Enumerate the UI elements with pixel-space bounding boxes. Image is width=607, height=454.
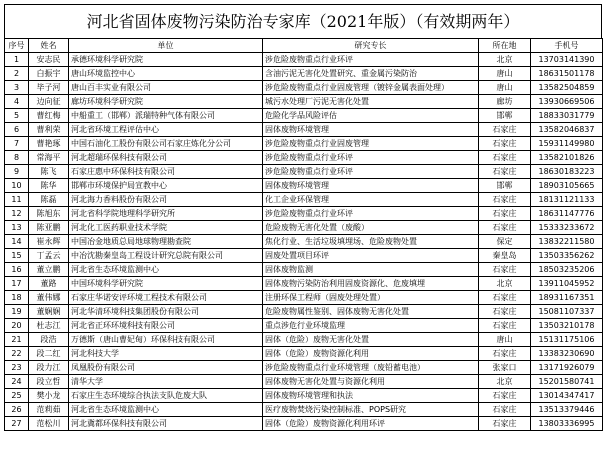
- cell-specialty: 涉危险废物重点行业固废管理（镀锌金属表面处理）: [263, 81, 479, 95]
- cell-location: 廊坊: [479, 95, 531, 109]
- table-row: [5, 81, 603, 95]
- cell-phone: 18631501178: [531, 67, 603, 81]
- cell-location: 北京: [479, 277, 531, 291]
- cell-specialty: 注册环保工程师（固废处理处置）: [263, 291, 479, 305]
- document-title: 河北省固体废物污染防治专家库（2021年版）（有效期两年）: [4, 4, 602, 38]
- table-row: [5, 333, 603, 347]
- cell-location: 唐山: [479, 67, 531, 81]
- cell-index: 11: [5, 193, 29, 207]
- cell-unit: 邯郸市环境保护局宣教中心: [69, 179, 263, 193]
- cell-index: 8: [5, 151, 29, 165]
- table-row: [5, 305, 603, 319]
- cell-phone: 13014347417: [531, 389, 603, 403]
- cell-unit: 廊坊环境科学研究院: [69, 95, 263, 109]
- cell-unit: 唐山百丰实业有限公司: [69, 81, 263, 95]
- cell-unit: 河北华清环境科技集团股份有限公司: [69, 305, 263, 319]
- table-row: [5, 151, 603, 165]
- cell-location: 石家庄: [479, 305, 531, 319]
- cell-phone: 18630183223: [531, 165, 603, 179]
- cell-name: 陈亚鹏: [29, 221, 69, 235]
- cell-name: 段二红: [29, 347, 69, 361]
- cell-index: 12: [5, 207, 29, 221]
- cell-phone: 13513379446: [531, 403, 603, 417]
- cell-unit: 中国石油化工股份有限公司石家庄炼化分公司: [69, 137, 263, 151]
- table-row: [5, 235, 603, 249]
- table-row: [5, 207, 603, 221]
- cell-phone: 18931167351: [531, 291, 603, 305]
- cell-phone: 15131175106: [531, 333, 603, 347]
- table-row: [5, 221, 603, 235]
- cell-specialty: 涉危险废物重点行业环评: [263, 53, 479, 67]
- table-row: [5, 389, 603, 403]
- table-row: [5, 291, 603, 305]
- table-row: [5, 123, 603, 137]
- cell-name: 董路: [29, 277, 69, 291]
- cell-location: 石家庄: [479, 221, 531, 235]
- cell-index: 23: [5, 361, 29, 375]
- cell-location: 石家庄: [479, 347, 531, 361]
- table-row: [5, 417, 603, 431]
- table-row: [5, 347, 603, 361]
- cell-location: 石家庄: [479, 263, 531, 277]
- cell-name: 范松川: [29, 417, 69, 431]
- cell-location: 石家庄: [479, 165, 531, 179]
- cell-index: 15: [5, 249, 29, 263]
- cell-location: 石家庄: [479, 193, 531, 207]
- column-header-specialty: 研究专长: [263, 39, 479, 53]
- cell-name: 边向征: [29, 95, 69, 109]
- cell-name: 段立哲: [29, 375, 69, 389]
- cell-unit: 石家庄生态环境综合执法支队危废大队: [69, 389, 263, 403]
- cell-location: 秦皇岛: [479, 249, 531, 263]
- cell-unit: 河北超瑞环保科技有限公司: [69, 151, 263, 165]
- cell-unit: 河北省科学院地理科学研究所: [69, 207, 263, 221]
- cell-index: 18: [5, 291, 29, 305]
- cell-name: 陈磊: [29, 193, 69, 207]
- table-row: [5, 277, 603, 291]
- cell-phone: 18131121133: [531, 193, 603, 207]
- cell-name: 段力江: [29, 361, 69, 375]
- cell-location: 石家庄: [479, 417, 531, 431]
- cell-specialty: 含油污泥无害化处置研究、重金属污染防治: [263, 67, 479, 81]
- cell-location: 石家庄: [479, 123, 531, 137]
- table-row: [5, 263, 603, 277]
- cell-specialty: 涉危险废物重点行业环境管理（废铅蓄电池）: [263, 361, 479, 375]
- cell-phone: 18503235206: [531, 263, 603, 277]
- cell-location: 保定: [479, 235, 531, 249]
- cell-index: 9: [5, 165, 29, 179]
- table-row: [5, 193, 603, 207]
- table-header-row: [5, 39, 603, 53]
- cell-index: 5: [5, 109, 29, 123]
- cell-name: 常海平: [29, 151, 69, 165]
- cell-name: 陈飞: [29, 165, 69, 179]
- cell-phone: 13803336995: [531, 417, 603, 431]
- cell-location: 唐山: [479, 81, 531, 95]
- cell-location: 北京: [479, 53, 531, 67]
- cell-name: 董娴娴: [29, 305, 69, 319]
- cell-phone: 13503210178: [531, 319, 603, 333]
- cell-unit: 河北化工医药职业技术学院: [69, 221, 263, 235]
- cell-unit: 河北冀都环保科技有限公司: [69, 417, 263, 431]
- cell-index: 7: [5, 137, 29, 151]
- cell-specialty: 涉危险废物重点行业环评: [263, 151, 479, 165]
- cell-index: 20: [5, 319, 29, 333]
- cell-specialty: 危险废物属性鉴别、固体废物无害化处置: [263, 305, 479, 319]
- cell-phone: 13911045952: [531, 277, 603, 291]
- cell-index: 14: [5, 235, 29, 249]
- cell-specialty: 固体废物污染防治利用固废资源化、危废填埋: [263, 277, 479, 291]
- cell-phone: 15931149980: [531, 137, 603, 151]
- cell-index: 19: [5, 305, 29, 319]
- cell-name: 曹艳琢: [29, 137, 69, 151]
- cell-phone: 13503356262: [531, 249, 603, 263]
- cell-unit: 河北海力香料股份有限公司: [69, 193, 263, 207]
- cell-unit: 河北科技大学: [69, 347, 263, 361]
- table-row: [5, 165, 603, 179]
- table-row: [5, 137, 603, 151]
- cell-name: 段浩: [29, 333, 69, 347]
- cell-name: 范莉茹: [29, 403, 69, 417]
- column-header-location: 所在地: [479, 39, 531, 53]
- cell-phone: 15333233672: [531, 221, 603, 235]
- cell-location: 邯郸: [479, 179, 531, 193]
- cell-unit: 中冶沈勘秦皇岛工程设计研究总院有限公司: [69, 249, 263, 263]
- cell-specialty: 涉危险废物重点行业固废管理: [263, 137, 479, 151]
- cell-index: 4: [5, 95, 29, 109]
- cell-specialty: 焦化行业、生活垃圾填埋场、危险废物处置: [263, 235, 479, 249]
- cell-name: 曹利荣: [29, 123, 69, 137]
- cell-phone: 13703141390: [531, 53, 603, 67]
- cell-index: 22: [5, 347, 29, 361]
- cell-phone: 13582504859: [531, 81, 603, 95]
- column-header-index: 序号: [5, 39, 29, 53]
- cell-unit: 中国冶金地质总局地球物理勘查院: [69, 235, 263, 249]
- cell-specialty: 固体废物无害化处置与资源化利用: [263, 375, 479, 389]
- cell-specialty: 固体（危险）废物资源化利用: [263, 347, 479, 361]
- column-header-name: 姓名: [29, 39, 69, 53]
- cell-name: 陈华: [29, 179, 69, 193]
- cell-phone: 18903105665: [531, 179, 603, 193]
- cell-location: 石家庄: [479, 319, 531, 333]
- cell-name: 曹红梅: [29, 109, 69, 123]
- cell-unit: 凤凰股份有限公司: [69, 361, 263, 375]
- cell-index: 10: [5, 179, 29, 193]
- cell-specialty: 医疗废物焚烧污染控制标准、POPS研究: [263, 403, 479, 417]
- cell-name: 白振宇: [29, 67, 69, 81]
- cell-index: 17: [5, 277, 29, 291]
- cell-index: 27: [5, 417, 29, 431]
- table-row: [5, 375, 603, 389]
- cell-location: 邯郸: [479, 109, 531, 123]
- cell-location: 石家庄: [479, 389, 531, 403]
- cell-unit: 清华大学: [69, 375, 263, 389]
- cell-location: 石家庄: [479, 151, 531, 165]
- cell-unit: 石家庄惠中环保科技有限公司: [69, 165, 263, 179]
- cell-index: 2: [5, 67, 29, 81]
- cell-name: 崔永辉: [29, 235, 69, 249]
- cell-specialty: 危险化学品风险评估: [263, 109, 479, 123]
- cell-index: 26: [5, 403, 29, 417]
- table-row: [5, 361, 603, 375]
- cell-index: 3: [5, 81, 29, 95]
- expert-table: [4, 38, 603, 431]
- cell-unit: 河北省正环环境科技有限公司: [69, 319, 263, 333]
- cell-specialty: 固体废物监测: [263, 263, 479, 277]
- cell-specialty: 固体废物环境管理: [263, 123, 479, 137]
- cell-unit: 中船重工（邯郸）派瑞特种气体有限公司: [69, 109, 263, 123]
- cell-unit: 万德斯（唐山曹妃甸）环保科技有限公司: [69, 333, 263, 347]
- table-row: [5, 67, 603, 81]
- cell-phone: 18631147776: [531, 207, 603, 221]
- cell-location: 石家庄: [479, 291, 531, 305]
- cell-name: 杜志江: [29, 319, 69, 333]
- cell-specialty: 固体废物环境管理: [263, 179, 479, 193]
- cell-specialty: 固体（危险）废物无害化处置: [263, 333, 479, 347]
- cell-phone: 13582101826: [531, 151, 603, 165]
- cell-specialty: 固体废物环境管理和执法: [263, 389, 479, 403]
- cell-specialty: 重点涉危行业环境监理: [263, 319, 479, 333]
- spreadsheet: [4, 4, 602, 431]
- cell-specialty: 固体（危险）废物资源化利用环评: [263, 417, 479, 431]
- cell-unit: 石家庄华诺安评环境工程技术有限公司: [69, 291, 263, 305]
- cell-specialty: 涉危险废物重点行业环评: [263, 207, 479, 221]
- table-row: [5, 53, 603, 67]
- cell-specialty: 涉危险废物重点行业环评: [263, 165, 479, 179]
- table-row: [5, 95, 603, 109]
- cell-location: 张家口: [479, 361, 531, 375]
- cell-phone: 18833031779: [531, 109, 603, 123]
- cell-location: 唐山: [479, 333, 531, 347]
- cell-unit: 河北省生态环境监测中心: [69, 403, 263, 417]
- cell-name: 丁孟云: [29, 249, 69, 263]
- cell-phone: 13383230690: [531, 347, 603, 361]
- cell-phone: 13171926079: [531, 361, 603, 375]
- table-body: [5, 53, 603, 431]
- cell-unit: 河北省生态环境监测中心: [69, 263, 263, 277]
- cell-phone: 13582046837: [531, 123, 603, 137]
- cell-index: 6: [5, 123, 29, 137]
- cell-phone: 13930669506: [531, 95, 603, 109]
- cell-location: 石家庄: [479, 137, 531, 151]
- cell-location: 石家庄: [479, 207, 531, 221]
- cell-location: 石家庄: [479, 403, 531, 417]
- column-header-phone: 手机号: [531, 39, 603, 53]
- cell-index: 21: [5, 333, 29, 347]
- cell-phone: 13832211580: [531, 235, 603, 249]
- cell-location: 北京: [479, 375, 531, 389]
- cell-name: 董立鹏: [29, 263, 69, 277]
- cell-specialty: 城污水处理厂污泥无害化处置: [263, 95, 479, 109]
- cell-phone: 15201580741: [531, 375, 603, 389]
- table-row: [5, 403, 603, 417]
- cell-name: 安志民: [29, 53, 69, 67]
- cell-index: 25: [5, 389, 29, 403]
- table-row: [5, 319, 603, 333]
- table-row: [5, 179, 603, 193]
- cell-index: 24: [5, 375, 29, 389]
- table-row: [5, 249, 603, 263]
- cell-name: 陈旭东: [29, 207, 69, 221]
- cell-specialty: 危险废物无害化处置（废酸）: [263, 221, 479, 235]
- cell-phone: 15081107337: [531, 305, 603, 319]
- cell-index: 16: [5, 263, 29, 277]
- cell-index: 1: [5, 53, 29, 67]
- table-row: [5, 109, 603, 123]
- cell-name: 董伟娜: [29, 291, 69, 305]
- cell-specialty: 化工企业环保管理: [263, 193, 479, 207]
- cell-unit: 河北省环境工程评估中心: [69, 123, 263, 137]
- cell-name: 毕子河: [29, 81, 69, 95]
- cell-unit: 承德环境科学研究院: [69, 53, 263, 67]
- column-header-unit: 单位: [69, 39, 263, 53]
- cell-unit: 中国环境科学研究院: [69, 277, 263, 291]
- cell-index: 13: [5, 221, 29, 235]
- cell-specialty: 固废处置项目环评: [263, 249, 479, 263]
- cell-unit: 唐山环境监控中心: [69, 67, 263, 81]
- cell-name: 樊小龙: [29, 389, 69, 403]
